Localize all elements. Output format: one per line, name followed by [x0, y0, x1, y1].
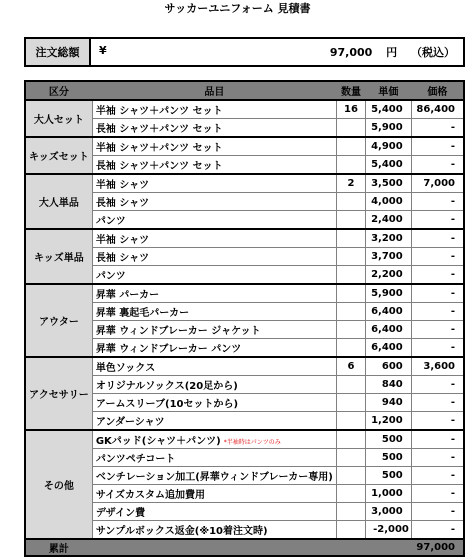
unit-price-value: 2,200	[371, 269, 403, 280]
table-row	[25, 357, 464, 376]
unit-price-value: 500	[381, 434, 403, 445]
quantity-cell: 6	[336, 357, 365, 376]
footer-empty	[92, 539, 336, 556]
table-row	[25, 229, 464, 248]
unit-price-value: 6,400	[371, 306, 403, 317]
table-row	[25, 100, 464, 119]
price-cell: -	[411, 229, 464, 248]
item-name: アンダーシャツ	[95, 417, 165, 428]
unit-price-value: 940	[381, 397, 403, 408]
item-cell	[92, 229, 336, 248]
footer-label: 累計	[25, 539, 92, 556]
quantity-cell	[336, 412, 365, 431]
table-header-row	[25, 81, 464, 100]
unit-price-cell	[366, 339, 412, 358]
order-total-tax-note: （税込）	[411, 46, 455, 59]
unit-price-cell	[366, 229, 412, 248]
price-cell: 7,000	[411, 174, 464, 193]
header-qty: 数量	[336, 81, 365, 100]
price-sign: -	[373, 524, 378, 535]
item-cell	[92, 266, 336, 285]
item-name: サイズカスタム追加費用	[95, 490, 206, 501]
price-cell: -	[411, 521, 464, 540]
unit-price-value: 1,000	[371, 488, 403, 499]
unit-price-cell	[366, 412, 412, 431]
unit-price-cell	[366, 119, 412, 138]
quantity-cell	[336, 485, 365, 503]
quantity-cell	[336, 193, 365, 211]
quantity-cell	[336, 394, 365, 412]
unit-price-cell	[366, 467, 412, 485]
unit-price-cell	[366, 284, 412, 303]
currency-symbol: ¥	[99, 44, 107, 57]
category-cell: その他	[25, 430, 92, 539]
price-cell: -	[411, 467, 464, 485]
price-cell: -	[411, 339, 464, 358]
item-name: 半袖 シャツ＋パンツ セット	[95, 106, 223, 117]
item-name: GKパッド(シャツ＋パンツ)	[95, 436, 221, 447]
item-name: 昇華 ウィンドブレーカー ジャケット	[95, 326, 261, 337]
item-name: 半袖 シャツ	[95, 180, 150, 191]
price-cell: -	[411, 156, 464, 175]
order-total-unit: 円	[386, 46, 398, 59]
unit-price-cell	[366, 503, 412, 521]
item-cell	[92, 412, 336, 431]
quantity-cell	[336, 303, 365, 321]
unit-price-value: 5,900	[371, 288, 403, 299]
category-cell: アウター	[25, 284, 92, 357]
quantity-cell	[336, 339, 365, 358]
item-cell	[92, 467, 336, 485]
price-cell: -	[411, 412, 464, 431]
category-cell: キッズ単品	[25, 229, 92, 284]
price-cell: -	[411, 394, 464, 412]
footer-empty	[366, 539, 412, 556]
quantity-cell	[336, 521, 365, 540]
item-cell	[92, 321, 336, 339]
item-cell	[92, 394, 336, 412]
price-cell: -	[411, 248, 464, 266]
item-cell	[92, 376, 336, 394]
table-row	[25, 137, 464, 156]
item-name: アームスリーブ(10セットから)	[95, 399, 239, 410]
item-cell	[92, 503, 336, 521]
unit-price-cell	[366, 174, 412, 193]
quantity-cell	[336, 211, 365, 230]
quantity-cell	[336, 467, 365, 485]
unit-price-cell	[366, 193, 412, 211]
unit-price-cell	[366, 521, 412, 540]
unit-price-value: 6,400	[371, 342, 403, 353]
unit-price-value: 600	[381, 361, 403, 372]
unit-price-cell	[366, 376, 412, 394]
unit-price-value: 5,400	[371, 104, 403, 115]
item-name: 長袖 シャツ	[95, 198, 150, 209]
item-name: 昇華 ウィンドブレーカー パンツ	[95, 344, 242, 355]
item-name: パンツ	[95, 216, 126, 227]
page-title: サッカーユニフォーム 見積書	[164, 2, 311, 15]
order-total-amount: 97,000	[329, 46, 373, 59]
header-total: 価格	[411, 81, 464, 100]
unit-price-cell	[366, 449, 412, 467]
quantity-cell: 2	[336, 174, 365, 193]
item-name: オリジナルソックス(20足から)	[95, 381, 238, 392]
quantity-cell	[336, 266, 365, 285]
price-cell: -	[411, 430, 464, 449]
unit-price-value: 3,200	[371, 233, 403, 244]
unit-price-value: 3,500	[371, 178, 403, 189]
quantity-cell: 16	[336, 100, 365, 119]
unit-price-value: 3,700	[371, 251, 403, 262]
category-cell: アクセサリー	[25, 357, 92, 430]
item-name: 昇華 パーカー	[95, 290, 160, 301]
item-cell	[92, 193, 336, 211]
unit-price-cell	[366, 248, 412, 266]
price-cell: -	[411, 119, 464, 138]
unit-price-value: 4,900	[371, 141, 403, 152]
price-cell: -	[411, 321, 464, 339]
item-name: 半袖 シャツ＋パンツ セット	[95, 143, 223, 154]
unit-price-value: 2,400	[371, 214, 403, 225]
price-cell: -	[411, 503, 464, 521]
footer-row	[25, 539, 464, 556]
price-cell: -	[411, 284, 464, 303]
item-cell	[92, 485, 336, 503]
unit-price-value: 5,900	[371, 122, 403, 133]
category-cell: キッズセット	[25, 137, 92, 174]
quantity-cell	[336, 156, 365, 175]
estimate-table	[24, 80, 465, 557]
quantity-cell	[336, 137, 365, 156]
table-row	[25, 430, 464, 449]
item-name: 単色ソックス	[95, 363, 156, 374]
quantity-cell	[336, 284, 365, 303]
item-name: 昇華 裏起毛パーカー	[95, 308, 190, 319]
price-cell: 86,400	[411, 100, 464, 119]
unit-price-value: 500	[381, 452, 403, 463]
item-cell	[92, 521, 336, 540]
item-name: パンツ	[95, 271, 126, 282]
item-cell	[92, 137, 336, 156]
header-price: 単価	[366, 81, 412, 100]
item-name: サンプルボックス返金(※10着注文時)	[95, 526, 268, 537]
order-total-label: 注文総額	[25, 38, 90, 66]
unit-price-cell	[366, 321, 412, 339]
item-name: 長袖 シャツ	[95, 253, 150, 264]
item-cell	[92, 449, 336, 467]
unit-price-cell	[366, 100, 412, 119]
item-cell	[92, 303, 336, 321]
unit-price-cell	[366, 266, 412, 285]
unit-price-cell	[366, 211, 412, 230]
unit-price-cell	[366, 394, 412, 412]
price-cell: -	[411, 449, 464, 467]
price-cell: -	[411, 137, 464, 156]
category-cell: 大人単品	[25, 174, 92, 229]
quantity-cell	[336, 119, 365, 138]
item-name: 半袖 シャツ	[95, 235, 150, 246]
item-name: デザイン費	[95, 508, 146, 519]
unit-price-value: 5,400	[371, 159, 403, 170]
category-cell: 大人セット	[25, 100, 92, 137]
item-cell	[92, 430, 336, 449]
unit-price-value: 1,200	[371, 415, 403, 426]
unit-price-value: 3,000	[371, 506, 403, 517]
item-cell	[92, 357, 336, 376]
unit-price-cell	[366, 357, 412, 376]
item-cell	[92, 284, 336, 303]
quantity-cell	[336, 376, 365, 394]
price-cell: -	[411, 266, 464, 285]
unit-price-cell	[366, 485, 412, 503]
item-cell	[92, 119, 336, 138]
item-name: 長袖 シャツ＋パンツ セット	[95, 124, 223, 135]
price-cell: -	[411, 485, 464, 503]
quantity-cell	[336, 229, 365, 248]
price-cell: -	[411, 376, 464, 394]
quantity-cell	[336, 321, 365, 339]
unit-price-value: 840	[381, 379, 403, 390]
item-cell	[92, 156, 336, 175]
unit-price-value: 4,000	[371, 196, 403, 207]
item-cell	[92, 211, 336, 230]
price-cell: 3,600	[411, 357, 464, 376]
item-name: パンツペチコート	[95, 454, 176, 465]
table-row	[25, 284, 464, 303]
quantity-cell	[336, 248, 365, 266]
unit-price-value: 2,000	[377, 524, 409, 535]
price-cell: -	[411, 211, 464, 230]
item-name: 長袖 シャツ＋パンツ セット	[95, 161, 223, 172]
quantity-cell	[336, 503, 365, 521]
unit-price-cell	[366, 156, 412, 175]
unit-price-value: 6,400	[371, 324, 403, 335]
order-total-table	[24, 37, 465, 67]
header-category: 区分	[25, 81, 92, 100]
item-note: *半袖時はパンツのみ	[223, 439, 281, 446]
header-item: 品目	[92, 81, 336, 100]
footer-total: 97,000	[411, 539, 464, 556]
quantity-cell	[336, 430, 365, 449]
footer-empty	[336, 539, 365, 556]
unit-price-cell	[366, 303, 412, 321]
item-cell	[92, 248, 336, 266]
item-cell	[92, 100, 336, 119]
order-total-value	[90, 38, 464, 66]
price-cell: -	[411, 303, 464, 321]
price-cell: -	[411, 193, 464, 211]
item-cell	[92, 339, 336, 358]
item-cell	[92, 174, 336, 193]
table-row	[25, 174, 464, 193]
unit-price-cell	[366, 430, 412, 449]
item-name: ベンチレーション加工(昇華ウィンドブレーカー専用)	[95, 472, 333, 483]
unit-price-cell	[366, 137, 412, 156]
unit-price-value: 500	[381, 470, 403, 481]
quantity-cell	[336, 449, 365, 467]
